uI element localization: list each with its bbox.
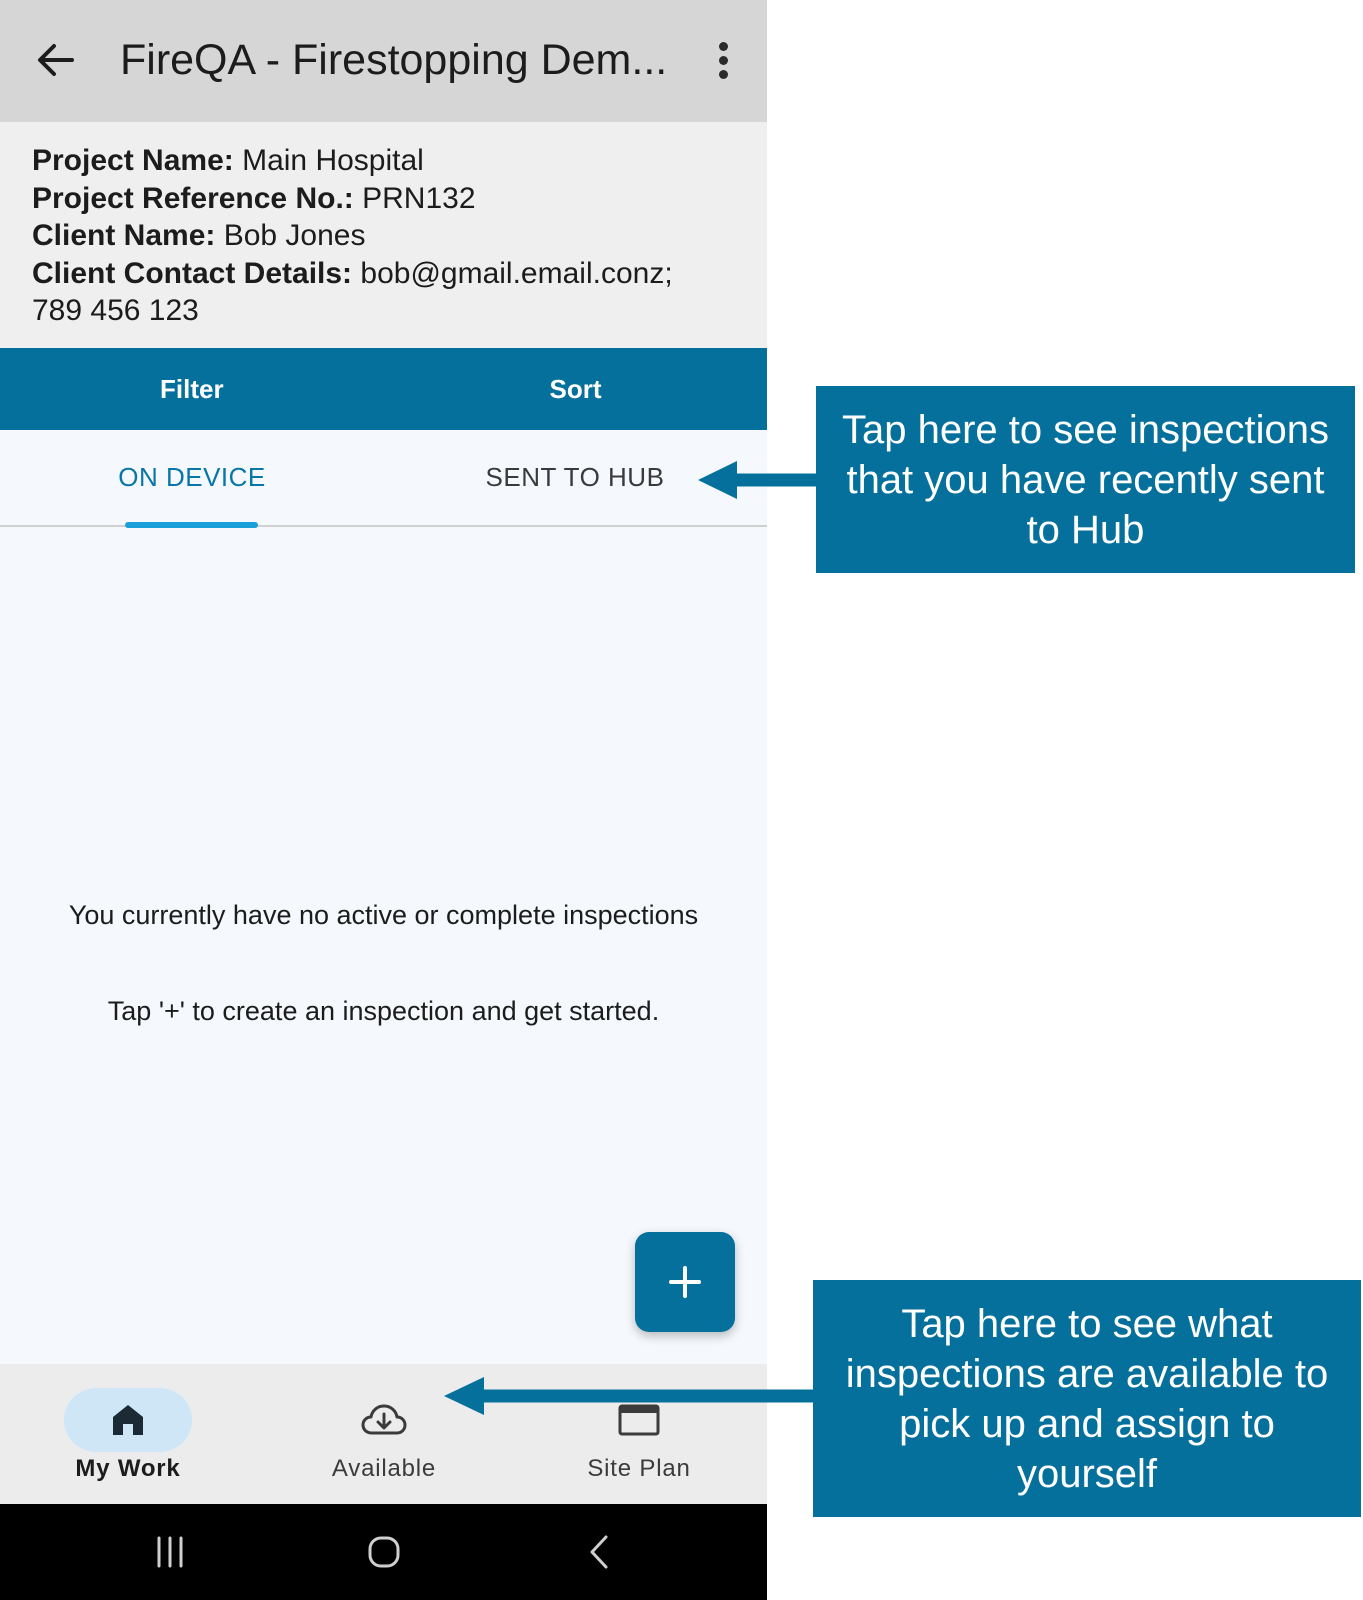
project-name-row	[32, 142, 735, 180]
home-icon	[110, 1402, 146, 1438]
client-name-label: Client Name:	[32, 219, 216, 252]
sort-button[interactable]: Sort	[549, 373, 602, 404]
nav-site-plan[interactable]	[539, 1364, 739, 1504]
system-back-button[interactable]	[570, 1522, 630, 1582]
tab-on-device[interactable]: ON DEVICE	[118, 462, 266, 492]
app-bar	[0, 0, 767, 122]
inspection-tabs	[0, 430, 767, 527]
project-ref-row	[32, 180, 735, 218]
arrow-left-icon	[36, 40, 76, 80]
bottom-navigation	[0, 1364, 767, 1504]
client-contact-phone: 789 456 123	[32, 294, 199, 327]
nav-available-pill	[320, 1388, 448, 1452]
more-vert-icon-dot	[719, 56, 728, 65]
nav-available[interactable]	[284, 1364, 484, 1504]
client-name-value: Bob Jones	[223, 219, 366, 252]
window-icon	[617, 1402, 661, 1438]
recent-apps-button[interactable]	[140, 1522, 200, 1582]
system-navigation-bar	[0, 1504, 767, 1600]
nav-my-work-label: My Work	[75, 1455, 181, 1482]
plus-icon	[667, 1264, 703, 1300]
more-options-button[interactable]	[700, 34, 746, 86]
client-contact-label: Client Contact Details:	[32, 256, 353, 290]
nav-available-label: Available	[331, 1455, 437, 1482]
empty-state-hint: Tap '+' to create an inspection and get started.	[107, 996, 660, 1026]
client-contact-value: bob@gmail.email.conz;	[360, 256, 673, 290]
annotation-available: Tap here to see what inspections are available to pick up and assign to yourself	[813, 1280, 1361, 1517]
nav-my-work-pill	[64, 1388, 192, 1452]
recents-icon	[150, 1532, 190, 1572]
nav-site-plan-label: Site Plan	[587, 1455, 691, 1482]
filter-button[interactable]: Filter	[160, 373, 224, 404]
filter-sort-bar	[0, 348, 767, 430]
nav-my-work[interactable]	[28, 1364, 228, 1504]
project-name-value: Main Hospital	[242, 144, 424, 177]
active-tab-indicator	[125, 522, 258, 528]
circle-home-icon	[364, 1532, 404, 1572]
page-title: FireQA - Firestopping Dem...	[120, 36, 668, 84]
back-button[interactable]	[30, 34, 82, 86]
system-home-button[interactable]	[354, 1522, 414, 1582]
empty-state-message: You currently have no active or complete inspections	[68, 900, 699, 930]
annotation-sent-to-hub: Tap here to see inspections that you have recently sent to Hub	[816, 386, 1355, 573]
more-vert-icon-dot	[719, 70, 728, 79]
project-name-label: Project Name:	[32, 144, 234, 177]
add-inspection-button[interactable]	[635, 1232, 735, 1332]
project-ref-label: Project Reference No.:	[32, 181, 354, 215]
tab-sent-to-hub[interactable]: SENT TO HUB	[485, 462, 665, 492]
client-contact-row-2	[32, 292, 735, 330]
cloud-download-icon	[360, 1402, 408, 1438]
chevron-left-icon	[580, 1532, 620, 1572]
more-vert-icon	[719, 42, 728, 51]
client-name-row	[32, 217, 735, 255]
project-ref-value: PRN132	[362, 181, 476, 215]
nav-site-plan-pill	[575, 1388, 703, 1452]
client-contact-row	[32, 255, 735, 293]
project-info-panel	[0, 122, 767, 348]
